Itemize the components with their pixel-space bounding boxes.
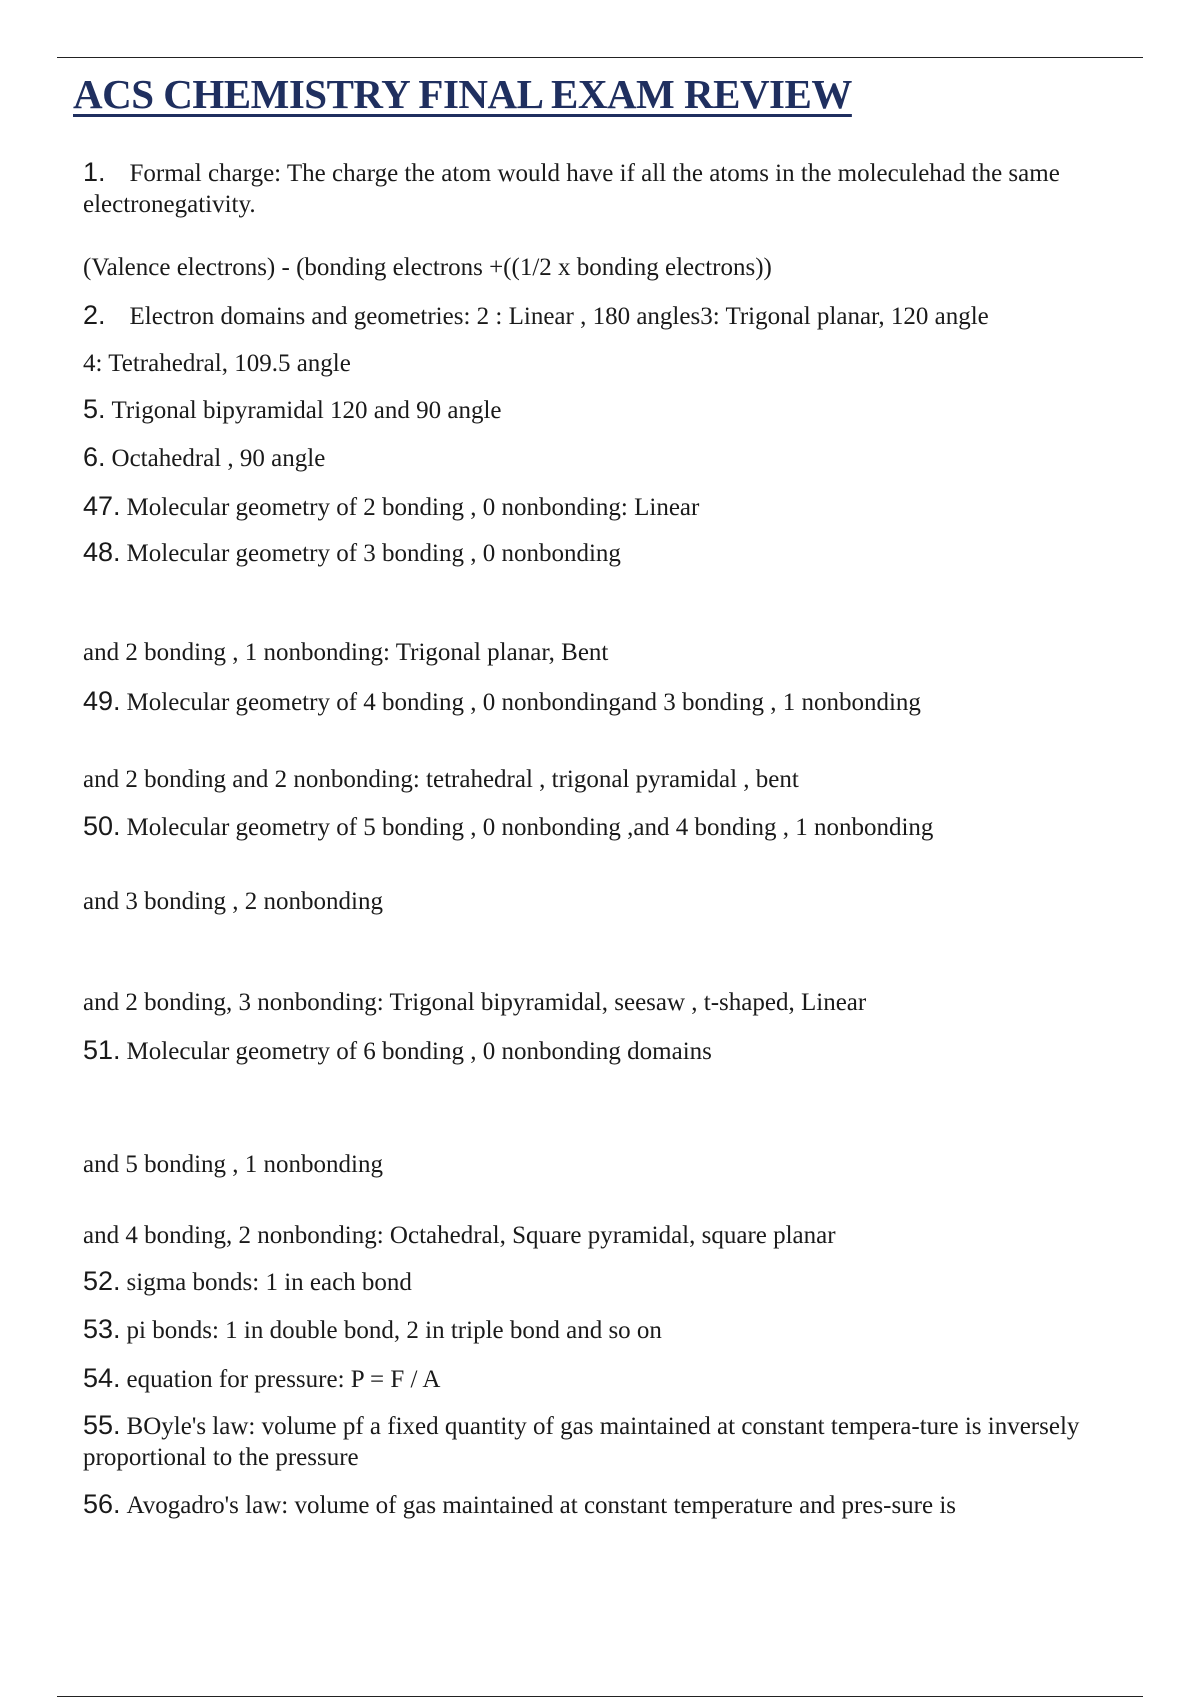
item-text: Molecular geometry of 3 bonding , 0 nonbonding [126, 540, 621, 567]
item-text: and 2 bonding , 1 nonbonding: Trigonal planar, Bent [83, 639, 609, 666]
formula-line [83, 252, 772, 283]
continuation-line [83, 764, 799, 795]
item-number: 5. [83, 394, 106, 424]
continuation-line [83, 886, 383, 917]
item-number: 52. [83, 1266, 121, 1296]
item-number: 56. [83, 1489, 121, 1519]
continuation-line [83, 637, 608, 668]
item-number: 53. [83, 1314, 121, 1344]
top-rule [57, 57, 1143, 58]
item-text: pi bonds: 1 in double bond, 2 in triple bond and so on [126, 1317, 662, 1344]
item-text: Avogadro's law: volume of gas maintained at constant temperature and pres-sure is [126, 1492, 957, 1519]
bottom-rule [57, 1696, 1143, 1697]
item-text: Trigonal bipyramidal 120 and 90 angle [111, 397, 502, 424]
item-text: BOyle's law: volume pf a fixed quantity of gas maintained at constant tempera-ture is inversely proportional to the pressure [83, 1413, 1080, 1471]
document-title: ACS CHEMISTRY FINAL EXAM REVIEW [73, 71, 852, 117]
item-5 [83, 394, 502, 426]
item-54 [83, 1363, 440, 1395]
item-text: Molecular geometry of 4 bonding , 0 nonbondingand 3 bonding , 1 nonbonding [126, 689, 921, 716]
item-text: Formal charge: The charge the atom would have if all the atoms in the moleculehad the same electronegativity. [83, 160, 1060, 218]
item-text: Molecular geometry of 5 bonding , 0 nonbonding ,and 4 bonding , 1 nonbonding [126, 814, 934, 841]
item-text: and 3 bonding , 2 nonbonding [83, 888, 383, 915]
continuation-line [83, 1220, 836, 1251]
item-text: Molecular geometry of 2 bonding , 0 nonbonding: Linear [126, 494, 700, 521]
item-number: 48. [83, 537, 121, 567]
item-number: 50. [83, 811, 121, 841]
item-50 [83, 811, 933, 843]
item-53 [83, 1314, 662, 1346]
item-number: 54. [83, 1363, 121, 1393]
item-number: 2. [83, 300, 106, 330]
item-48 [83, 537, 621, 569]
item-number: 49. [83, 686, 121, 716]
item-text: equation for pressure: P = F / A [126, 1366, 441, 1393]
item-6 [83, 442, 325, 474]
item-text: and 2 bonding and 2 nonbonding: tetrahedral , trigonal pyramidal , bent [83, 766, 799, 793]
item-text: Molecular geometry of 6 bonding , 0 nonbonding domains [126, 1038, 712, 1065]
item-52 [83, 1266, 412, 1298]
item-51 [83, 1035, 712, 1067]
item-2 [83, 300, 989, 332]
item-1 [83, 157, 1103, 220]
item-text: and 5 bonding , 1 nonbonding [83, 1151, 383, 1178]
item-number: 47. [83, 491, 121, 521]
item-text: 4: Tetrahedral, 109.5 angle [83, 350, 351, 377]
continuation-line [83, 987, 866, 1018]
item-text: Octahedral , 90 angle [111, 445, 326, 472]
item-text: and 4 bonding, 2 nonbonding: Octahedral, Square pyramidal, square planar [83, 1222, 836, 1249]
item-number: 6. [83, 442, 106, 472]
item-56 [83, 1489, 956, 1521]
item-55 [83, 1410, 1103, 1473]
item-47 [83, 491, 699, 523]
item-text: sigma bonds: 1 in each bond [126, 1269, 412, 1296]
item-number: 51. [83, 1035, 121, 1065]
item-text: and 2 bonding, 3 nonbonding: Trigonal bipyramidal, seesaw , t-shaped, Linear [83, 989, 867, 1016]
continuation-line [83, 348, 351, 379]
item-49 [83, 686, 921, 718]
item-number: 55. [83, 1410, 121, 1440]
item-text: (Valence electrons) - (bonding electrons +((1/2 x bonding electrons)) [83, 254, 772, 281]
continuation-line [83, 1149, 383, 1180]
item-number: 1. [83, 157, 106, 187]
item-text: Electron domains and geometries: 2 : Linear , 180 angles3: Trigonal planar, 120 angle [129, 303, 989, 330]
